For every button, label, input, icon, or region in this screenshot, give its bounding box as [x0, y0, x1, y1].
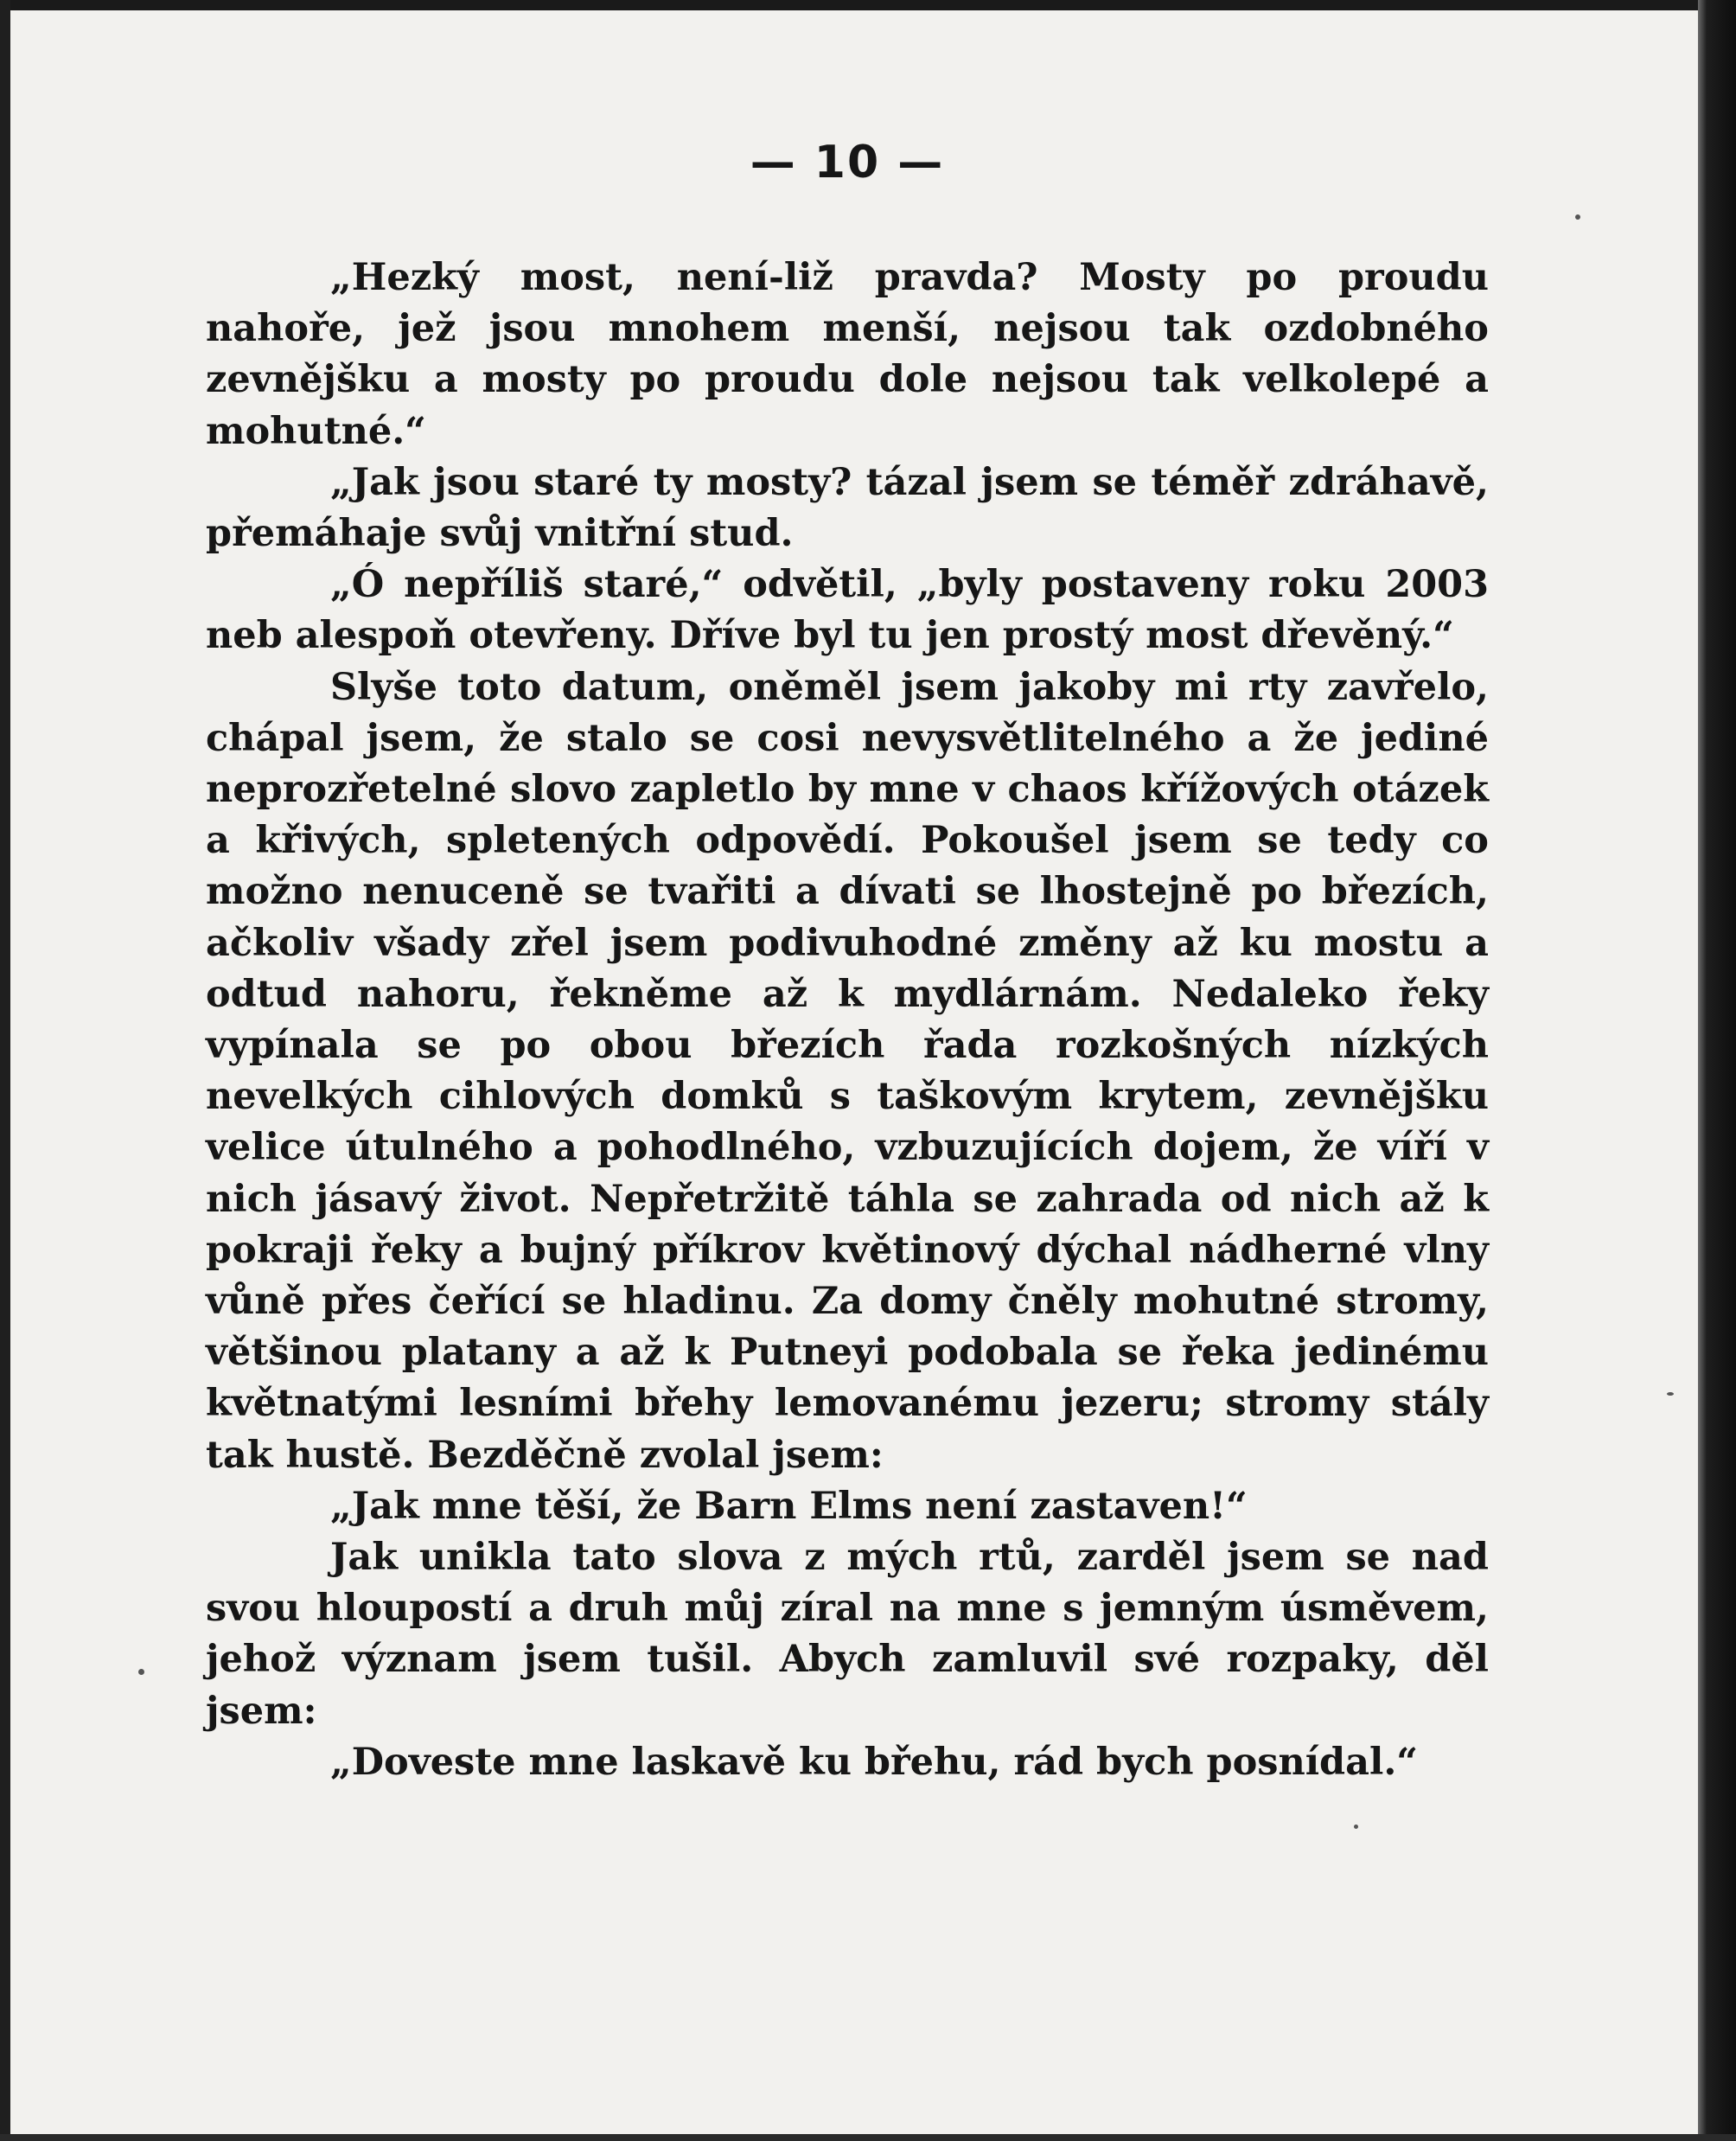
paragraph: Jak unikla tato slova z mých rtů, zarděl jsem se nad svou hloupostí a druh můj zíral na mne s jemným úsměvem, jehož význam jsem tušil. Abych zamluvil své rozpaky, děl jsem:: [206, 1536, 1489, 1733]
paragraph: Slyše toto datum, oněměl jsem jakoby mi rty zavřelo, chápal jsem, že stalo se cosi nevysvětlitelného a že jediné neprozřetelné slovo zapletlo by mne v chaos křížových otázek a křivých, spletených odpovědí. Pokoušel jsem se tedy co možno nenuceně se tvařiti a dívati se lhostejně po březích, ačkoliv všady zřel jsem podivuhodné změny až ku mostu a odtud nahoru, řekněme až k mydlárnám. Nedaleko řeky vypínala se po obou březích řada rozkošných nízkých nevelkých cihlových domků s taškovým krytem, zevnějšku velice útulného a pohodlného, vzbuzujících dojem, že víří v nich jásavý život. Nepřetržitě táhla se zahrada od nich až k pokraji řeky a bujný příkrov květinový dýchal nádherné vlny vůně přes čeřící se hladinu. Za domy čněly mohutné stromy, většinou platany a až k Putneyi podobala se řeka jedinému květnatými lesními břehy lemovanému jezeru; stromy stály tak hustě. Bezděčně zvolal jsem:: [206, 665, 1489, 1477]
body-text: [206, 252, 1489, 1788]
paragraph: „Jak jsou staré ty mosty? tázal jsem se téměř zdráhavě, přemáhaje svůj vnitřní stud.: [206, 460, 1489, 556]
paragraph: „Doveste mne laskavě ku břehu, rád bych posnídal.“: [330, 1740, 1419, 1784]
page-number: — 10 —: [750, 137, 945, 189]
paragraph: „Jak mne těší, že Barn Elms není zastaven!“: [330, 1484, 1248, 1528]
paragraph: „Ó nepříliš staré,“ odvětil, „byly postaveny roku 2003 neb alespoň otevřeny. Dříve byl tu jen prostý most dřevěný.“: [206, 563, 1489, 658]
paragraph: „Hezký most, není-liž pravda? Mosty po proudu nahoře, jež jsou mnohem menší, nejsou tak ozdobného zevnějšku a mosty po proudu dole nejsou tak velkolepé a mohutné.“: [206, 256, 1489, 453]
